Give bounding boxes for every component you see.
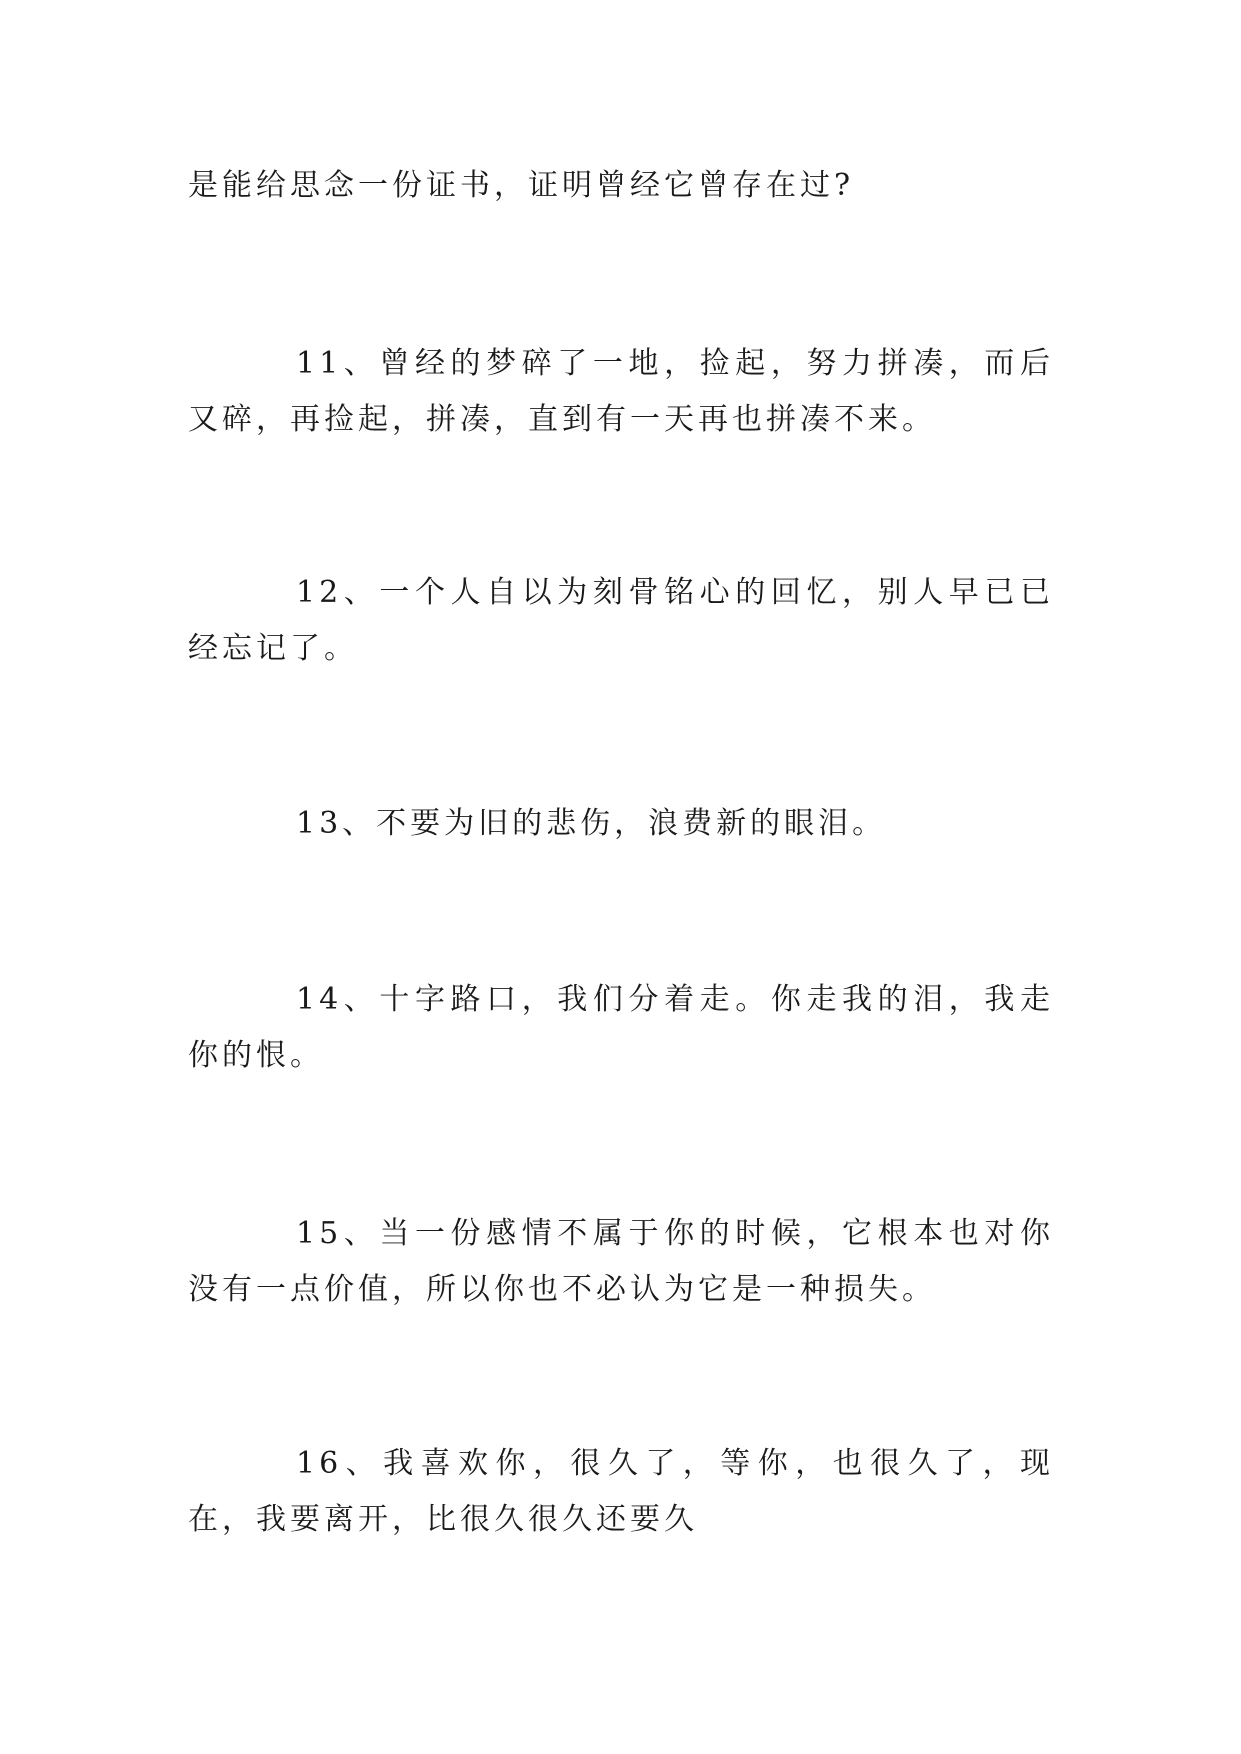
paragraph-item-15: 15、当一份感情不属于你的时候，它根本也对你没有一点价值，所以你也不必认为它是一种损失。 [188, 1216, 1054, 1307]
paragraph-continuation: 是能给思念一份证书，证明曾经它曾存在过? [188, 168, 855, 203]
paragraph-item-16: 16、我喜欢你，很久了，等你，也很久了，现在，我要离开，比很久很久还要久 [188, 1446, 1054, 1537]
paragraph-item-11: 11、曾经的梦碎了一地，捡起，努力拼凑，而后又碎，再捡起，拼凑，直到有一天再也拼凑不来。 [188, 346, 1054, 437]
paragraph-item-14: 14、十字路口，我们分着走。你走我的泪，我走你的恨。 [188, 982, 1054, 1073]
paragraph-item-12: 12、一个人自以为刻骨铭心的回忆，别人早已已经忘记了。 [188, 575, 1054, 666]
paragraph-item-13: 13、不要为旧的悲伤，浪费新的眼泪。 [296, 806, 887, 841]
